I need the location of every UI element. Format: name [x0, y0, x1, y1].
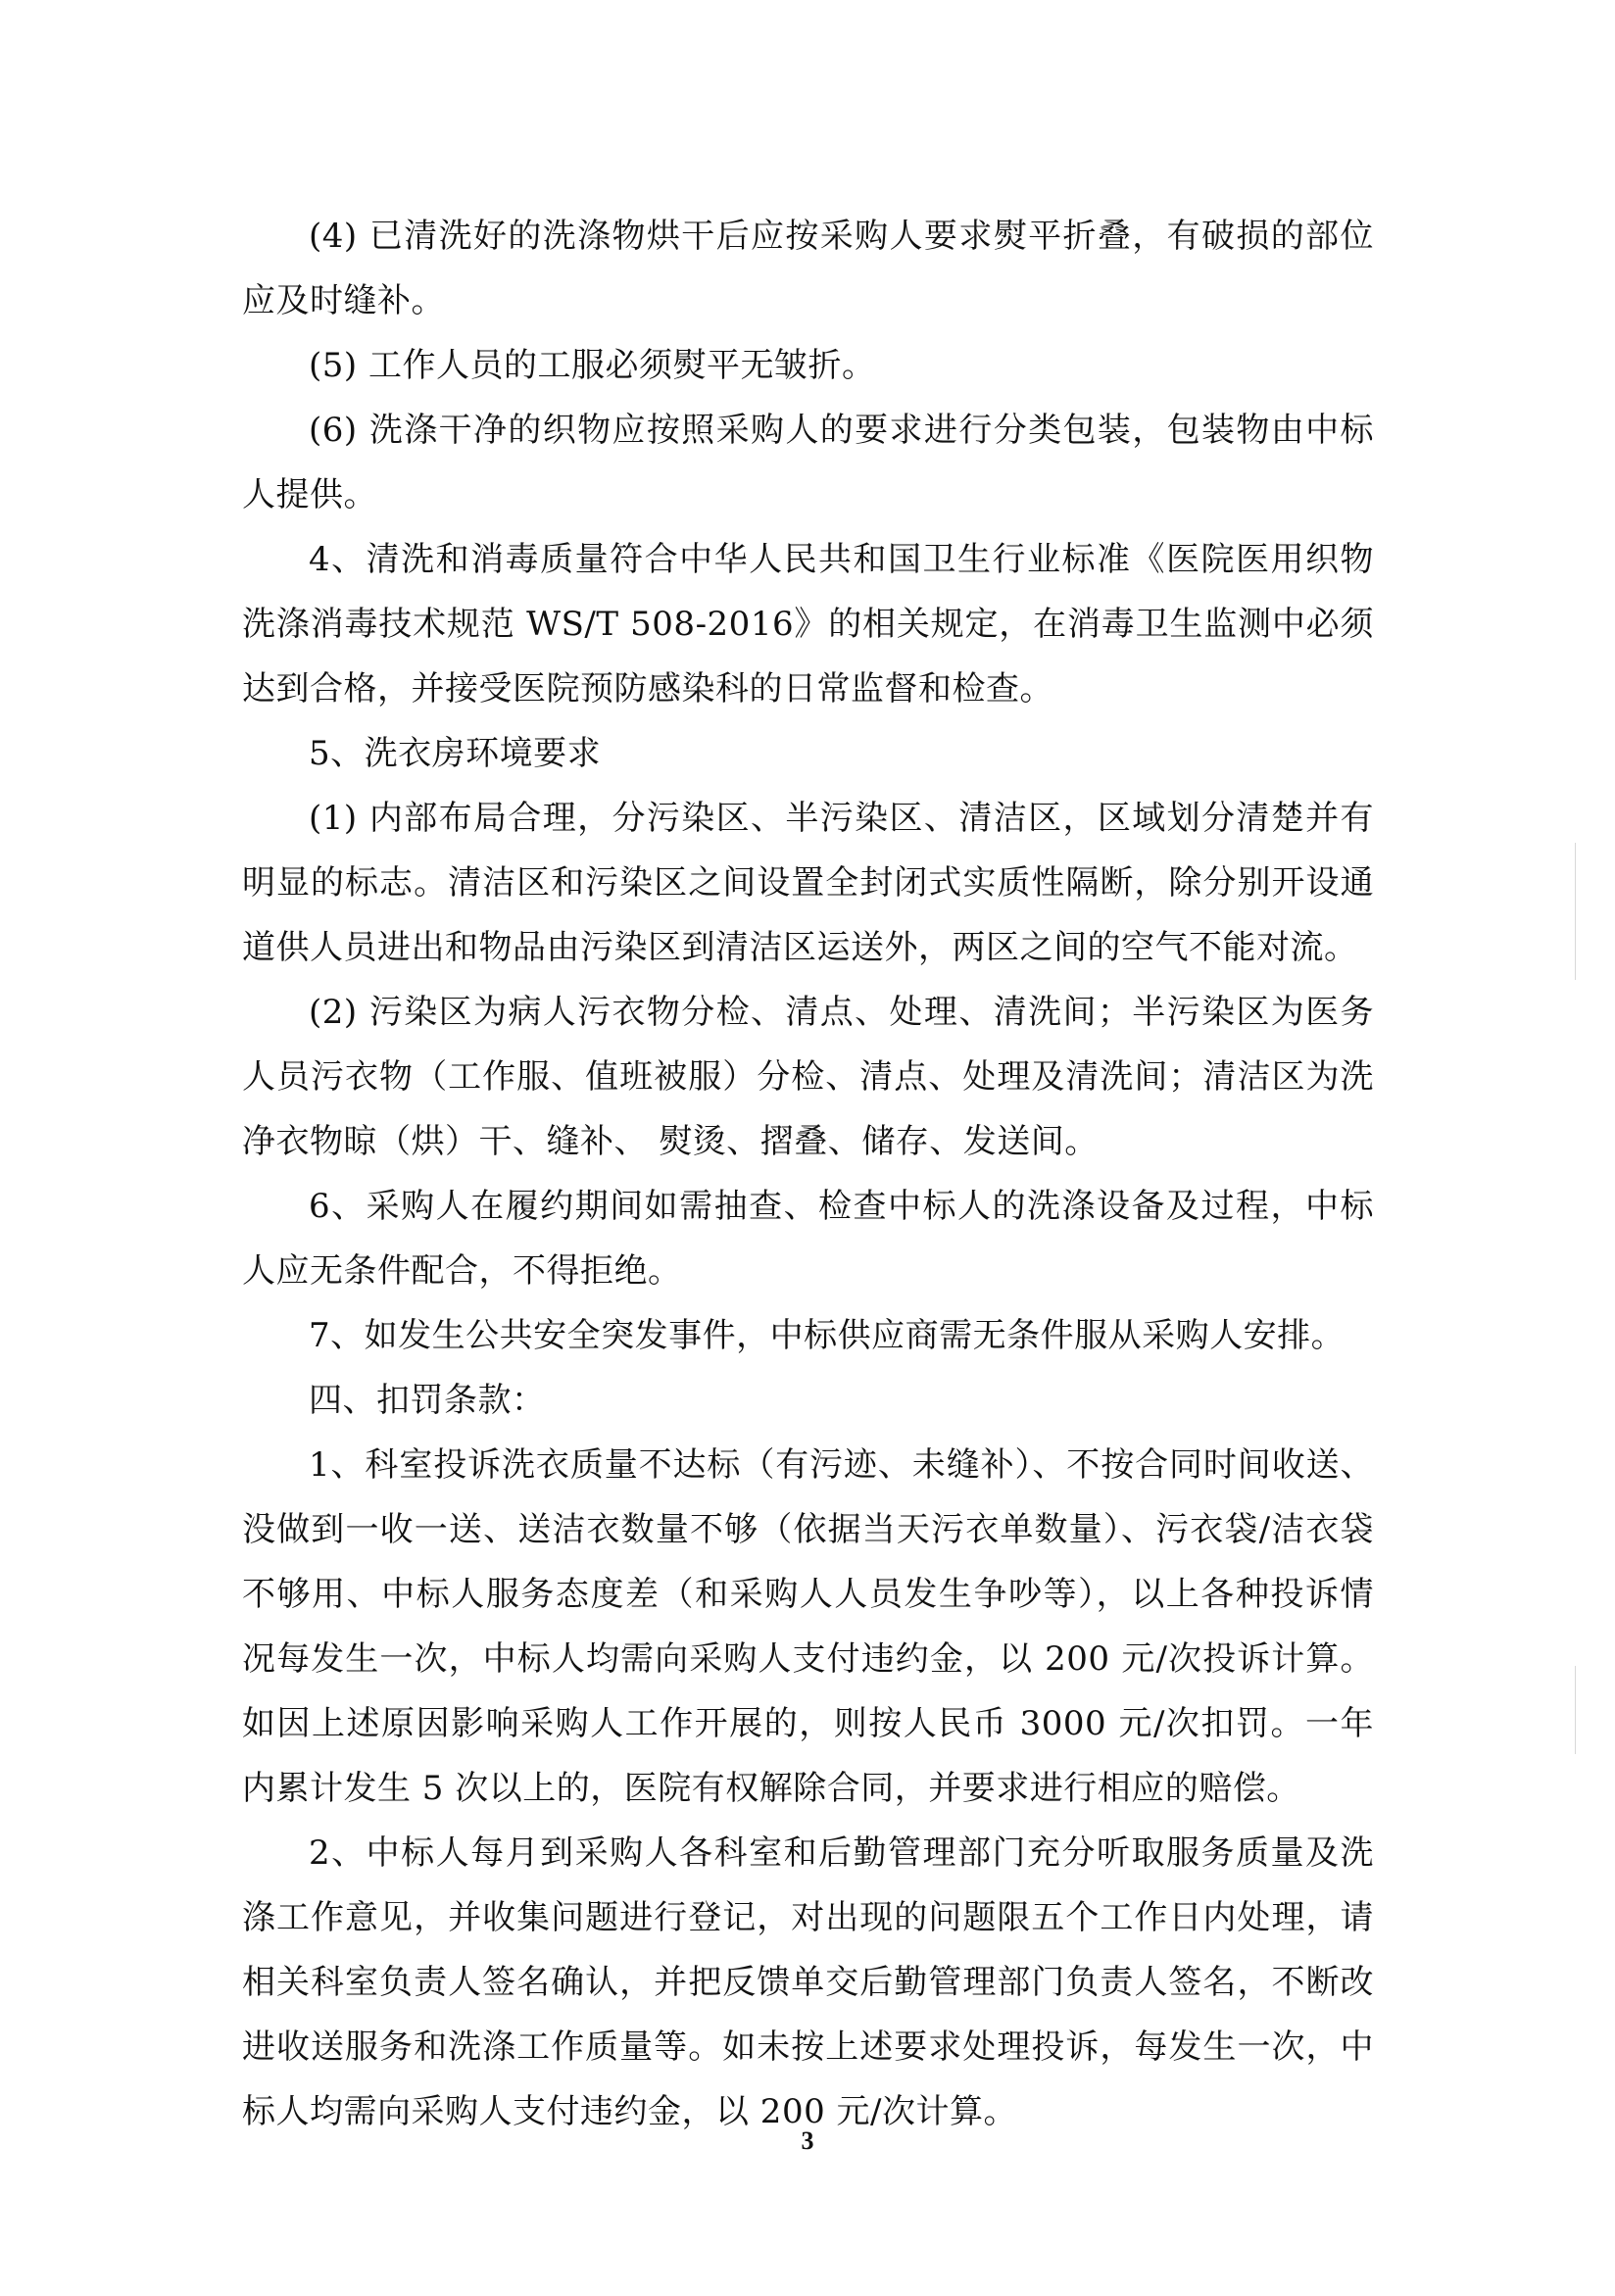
- paragraph-inspection-cooperation: 6、采购人在履约期间如需抽查、检查中标人的洗涤设备及过程，中标人应无条件配合，不得拒绝。: [242, 1187, 1374, 1291]
- paragraph-6-packaging: (6) 洗涤干净的织物应按照采购人的要求进行分类包装，包装物由中标人提供。: [242, 411, 1374, 514]
- paragraph-penalty-complaints: 1、科室投诉洗衣质量不达标（有污迹、未缝补）、不按合同时间收送、没做到一收一送、送洁衣数量不够（依据当天污衣单数量）、污衣袋/洁衣袋不够用、中标人服务态度差（和采购人人员发生争吵等），以上各种投诉情况每发生一次，中标人均需向采购人支付违约金，以 200 元/次投诉计算。如因上述原因影响采购人工作开展的，则按人民币 3000 元/次扣罚。一年内累计发生 5 次以上的，医院有权解除合同，并要求进行相应的赔偿。: [242, 1445, 1374, 1808]
- document-body: [242, 204, 1374, 2144]
- paragraph-zone-functions: (2) 污染区为病人污衣物分检、清点、处理、清洗间；半污染区为医务人员污衣物（工作服、值班被服）分检、清点、处理及清洗间；清洁区为洗净衣物晾（烘）干、缝补、 熨烫、摺叠、储存、发送间。: [242, 993, 1374, 1161]
- paragraph-penalty-feedback: 2、中标人每月到采购人各科室和后勤管理部门充分听取服务质量及洗涤工作意见，并收集问题进行登记，对出现的问题限五个工作日内处理，请相关科室负责人签名确认，并把反馈单交后勤管理部门负责人签名，不断改进收送服务和洗涤工作质量等。如未按上述要求处理投诉，每发生一次，中标人均需向采购人支付违约金，以 200 元/次计算。: [242, 1833, 1374, 2131]
- paragraph-disinfection-standard: 4、清洗和消毒质量符合中华人民共和国卫生行业标准《医院医用织物洗涤消毒技术规范 WS/T 508-2016》的相关规定，在消毒卫生监测中必须达到合格，并接受医院预防感染科的日常监督和检查。: [242, 540, 1374, 708]
- paragraph-4-ironing: (4) 已清洗好的洗涤物烘干后应按采购人要求熨平折叠，有破损的部位应及时缝补。: [242, 217, 1374, 320]
- scan-edge-mark: [1575, 843, 1576, 980]
- paragraph-layout-zones: (1) 内部布局合理，分污染区、半污染区、清洁区，区域划分清楚并有明显的标志。清洁区和污染区之间设置全封闭式实质性隔断，除分别开设通道供人员进出和物品由污染区到清洁区运送外，两区之间的空气不能对流。: [242, 799, 1374, 967]
- scan-edge-mark: [1575, 1666, 1576, 1754]
- paragraph-laundry-environment-heading: 5、洗衣房环境要求: [309, 734, 602, 773]
- paragraph-5-uniforms: (5) 工作人员的工服必须熨平无皱折。: [309, 346, 876, 385]
- page-number: 3: [801, 2126, 814, 2155]
- paragraph-public-emergency: 7、如发生公共安全突发事件，中标供应商需无条件服从采购人安排。: [309, 1316, 1346, 1355]
- section-heading-penalty-clauses: 四、扣罚条款：: [309, 1381, 546, 1420]
